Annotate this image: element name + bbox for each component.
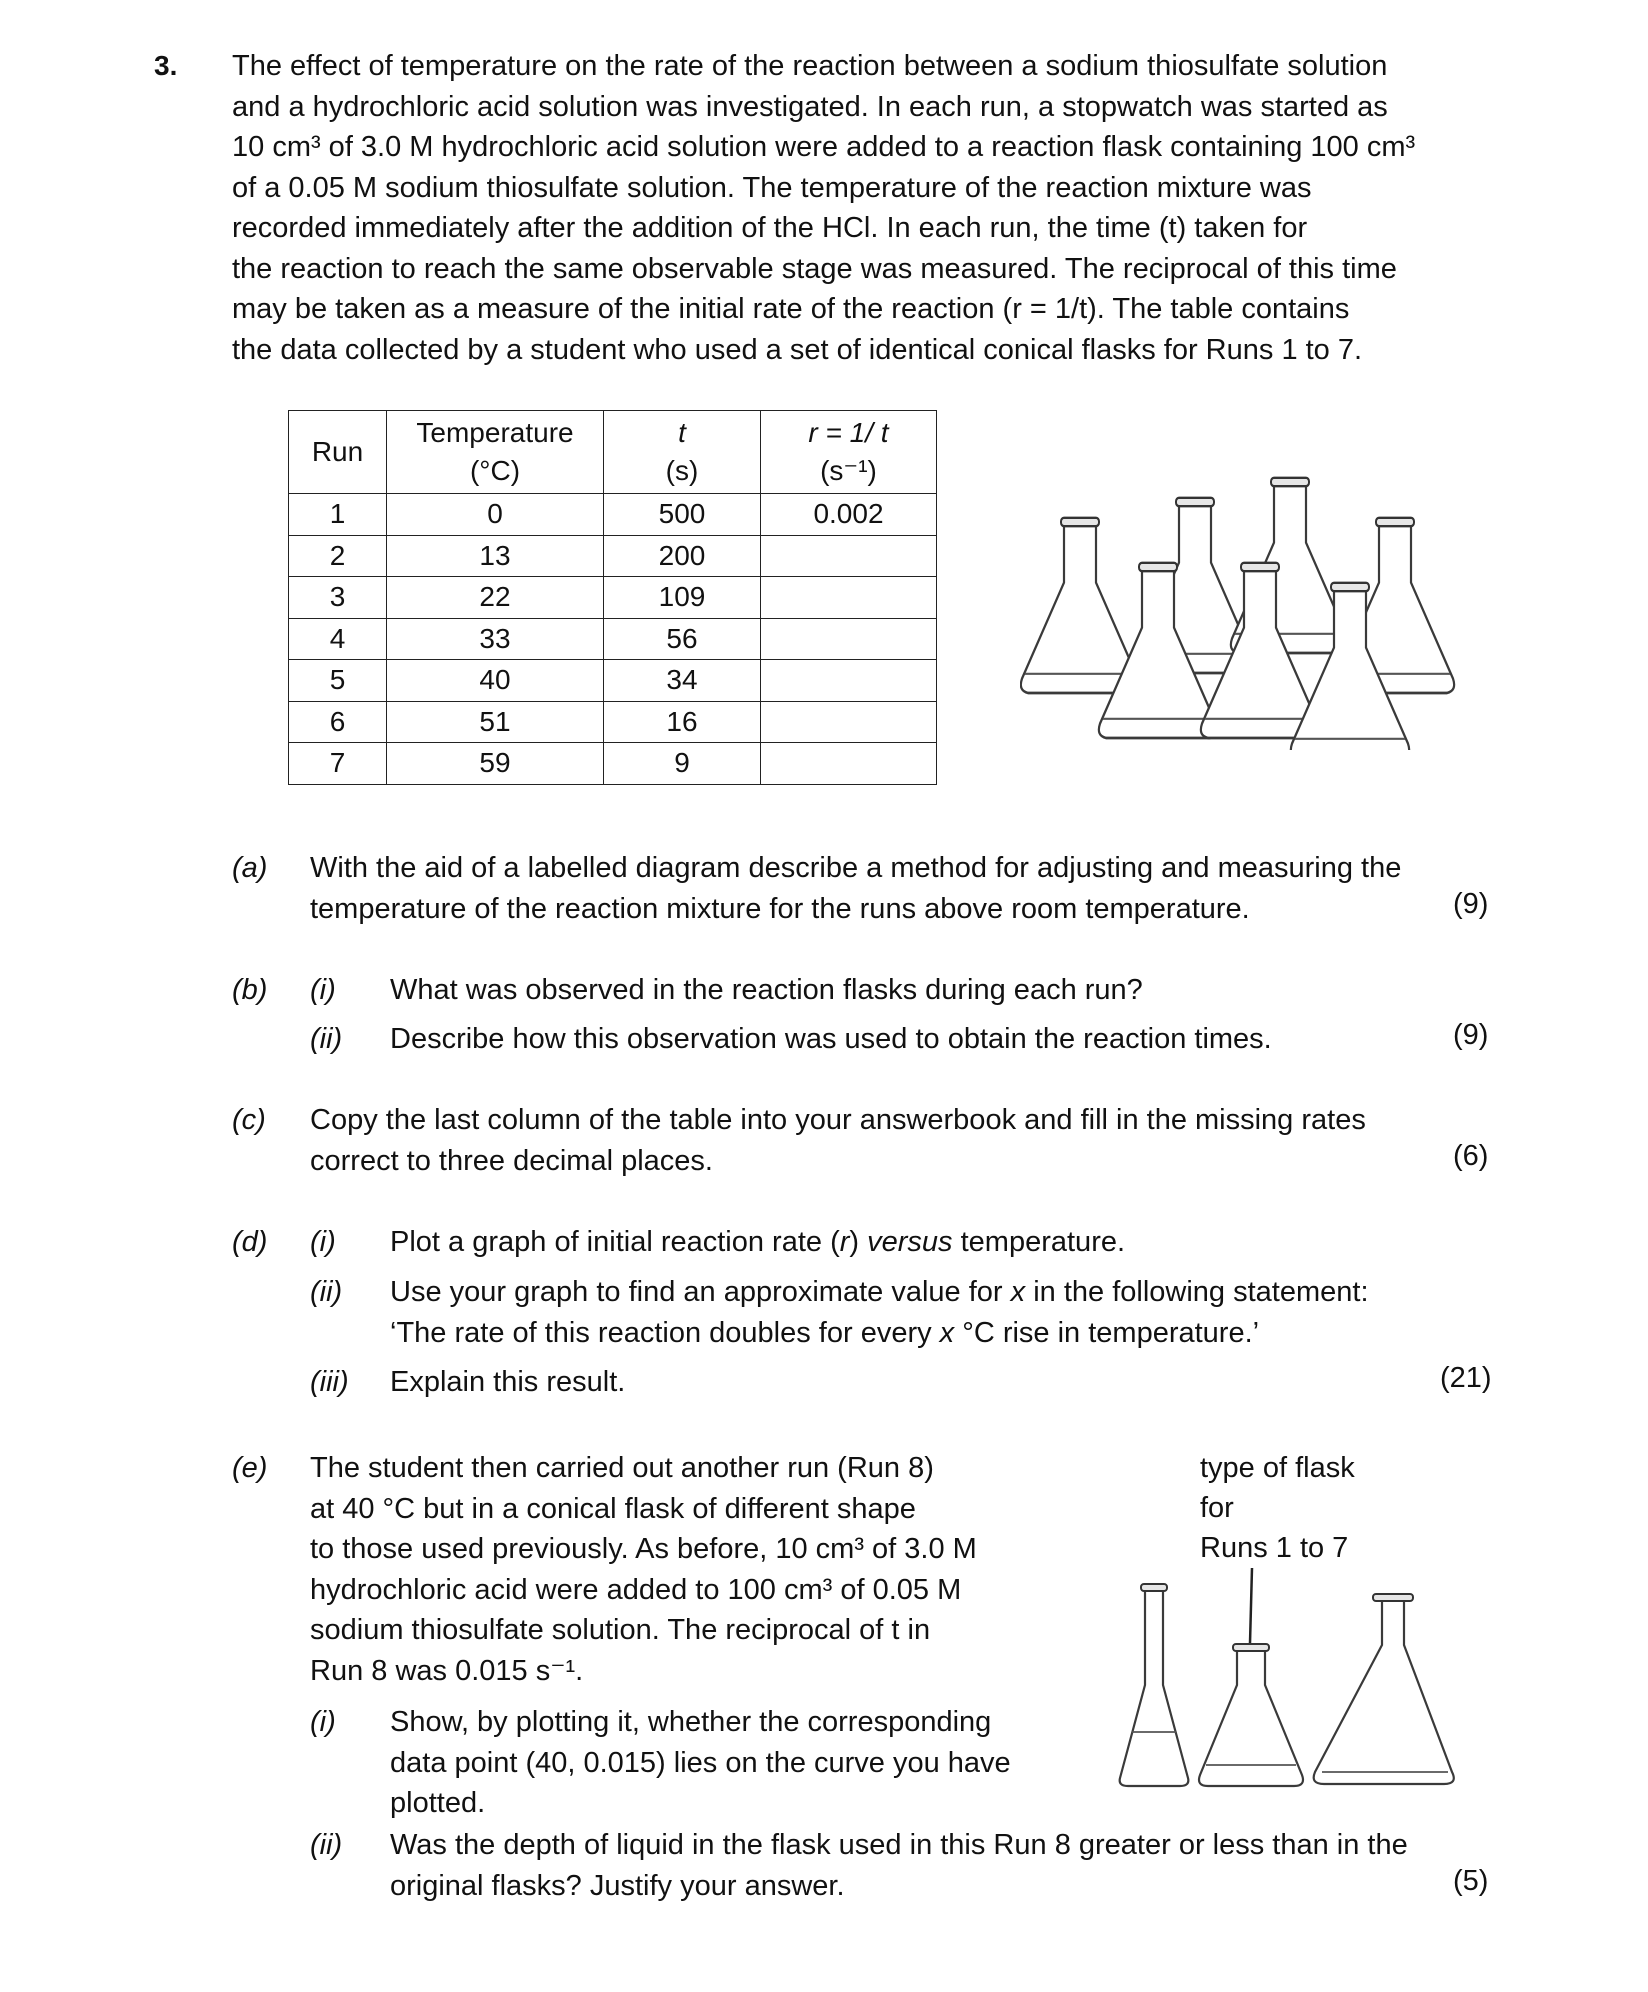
text-run: versus <box>867 1226 953 1258</box>
text-run: Use your graph to find an approximate value for <box>390 1276 1011 1308</box>
table-row <box>289 535 937 577</box>
table-header-row <box>289 411 937 494</box>
flask-caption-line: type of flask <box>1200 1452 1355 1484</box>
part-e-line: sodium thiosulfate solution. The reciprocal of t in <box>310 1614 931 1646</box>
part-d-i-label: (i) <box>310 1226 336 1258</box>
cell-time: 56 <box>604 618 761 660</box>
part-d-label: (d) <box>232 1226 268 1258</box>
cell-rate <box>761 743 937 785</box>
cell-time: 34 <box>604 660 761 702</box>
part-a-line: With the aid of a labelled diagram describe a method for adjusting and measuring the <box>310 852 1402 884</box>
cell-temp: 51 <box>387 701 604 743</box>
cell-run: 7 <box>289 743 387 785</box>
intro-line: The effect of temperature on the rate of the reaction between a sodium thiosulfate solution <box>232 50 1388 82</box>
cell-temp: 13 <box>387 535 604 577</box>
text-run: x <box>1010 1276 1026 1308</box>
cell-rate <box>761 660 937 702</box>
header-rate-line2: (s⁻¹) <box>820 455 877 486</box>
flask-icon <box>1021 518 1139 693</box>
part-b-i-label: (i) <box>310 974 336 1006</box>
part-d-marks: (21) <box>1440 1362 1492 1394</box>
part-d-iii-label: (iii) <box>310 1366 349 1398</box>
part-c-line: Copy the last column of the table into your answerbook and fill in the missing rates <box>310 1104 1366 1136</box>
text-run: ) <box>849 1226 868 1258</box>
text-run: x <box>939 1316 955 1349</box>
cell-rate <box>761 577 937 619</box>
part-e-i-line: data point (40, 0.015) lies on the curve you have <box>390 1746 1011 1779</box>
text-run: in the following statement: <box>1025 1276 1369 1308</box>
part-e-line: to those used previously. As before, 10 cm³ of 3.0 M <box>310 1533 977 1565</box>
part-e-i-line: Show, by plotting it, whether the corresponding <box>390 1706 992 1738</box>
intro-line: may be taken as a measure of the initial rate of the reaction (r = 1/t). The table contains <box>232 293 1350 325</box>
part-e-label: (e) <box>232 1452 268 1484</box>
intro-line: of a 0.05 M sodium thiosulfate solution. The temperature of the reaction mixture was <box>232 171 1312 204</box>
part-d-ii-label: (ii) <box>310 1276 343 1308</box>
part-a-text <box>310 848 1480 929</box>
cell-temp: 0 <box>387 494 604 536</box>
part-e-i-line: plotted. <box>390 1787 486 1819</box>
header-temperature-line2: (°C) <box>469 455 521 486</box>
cell-time: 16 <box>604 701 761 743</box>
part-e-line: at 40 °C but in a conical flask of different shape <box>310 1492 916 1525</box>
header-time-line2: (s) <box>665 455 699 486</box>
caption-pointer-line <box>1250 1568 1252 1643</box>
data-table <box>288 410 937 785</box>
flask-caption-line: Runs 1 to 7 <box>1200 1532 1349 1564</box>
text-run: ‘The rate of this reaction doubles for every <box>390 1316 940 1349</box>
table-row <box>289 618 937 660</box>
header-run-label: Run <box>311 436 364 467</box>
header-time-line1: t <box>678 417 686 448</box>
intro-line: 10 cm³ of 3.0 M hydrochloric acid solution were added to a reaction flask containing 100 cm³ <box>232 131 1416 163</box>
text-run: r <box>839 1226 850 1258</box>
part-a-line: temperature of the reaction mixture for the runs above room temperature. <box>310 892 1250 925</box>
cell-temp: 33 <box>387 618 604 660</box>
cell-rate <box>761 618 937 660</box>
cell-rate <box>761 701 937 743</box>
part-a-label: (a) <box>232 852 268 884</box>
part-e-i-text <box>390 1702 1070 1824</box>
intro-line: the data collected by a student who used a set of identical conical flasks for Runs 1 to 7. <box>232 333 1363 366</box>
part-e-ii-text <box>390 1825 1490 1906</box>
header-time <box>604 411 761 494</box>
part-c-label: (c) <box>232 1104 266 1136</box>
intro-line: and a hydrochloric acid solution was investigated. In each run, a stopwatch was started as <box>232 90 1388 123</box>
table-row <box>289 701 937 743</box>
cell-run: 6 <box>289 701 387 743</box>
part-e-ii-line: Was the depth of liquid in the flask used in this Run 8 greater or less than in the <box>390 1829 1408 1861</box>
header-temperature-line1: Temperature <box>416 417 574 448</box>
flask-caption-line: for <box>1200 1492 1234 1524</box>
part-e-line: The student then carried out another run (Run 8) <box>310 1452 934 1484</box>
part-c-marks: (6) <box>1453 1140 1489 1172</box>
part-d-ii-line <box>390 1272 1490 1313</box>
part-c-line: correct to three decimal places. <box>310 1144 713 1177</box>
table-row <box>289 577 937 619</box>
part-d-ii-line <box>390 1313 1490 1354</box>
part-e-line: Run 8 was 0.015 s⁻¹. <box>310 1654 584 1687</box>
part-e-marks: (5) <box>1453 1865 1489 1897</box>
cell-rate <box>761 535 937 577</box>
cell-time: 200 <box>604 535 761 577</box>
flask-caption <box>1200 1448 1355 1568</box>
cell-run: 1 <box>289 494 387 536</box>
cell-temp: 40 <box>387 660 604 702</box>
part-b-ii-label: (ii) <box>310 1023 343 1055</box>
cell-rate: 0.002 <box>761 494 937 536</box>
part-d-i-text <box>390 1222 1125 1263</box>
intro-line: the reaction to reach the same observable stage was measured. The reciprocal of this time <box>232 252 1397 285</box>
part-d-ii-text <box>390 1272 1490 1353</box>
question-number: 3. <box>154 50 178 81</box>
part-e-ii-label: (ii) <box>310 1829 343 1861</box>
part-e-line: hydrochloric acid were added to 100 cm³ of 0.05 M <box>310 1573 962 1606</box>
part-b-i-text: What was observed in the reaction flasks during each run? <box>390 974 1143 1006</box>
cell-temp: 59 <box>387 743 604 785</box>
part-b-ii-text: Describe how this observation was used to obtain the reaction times. <box>390 1023 1272 1055</box>
question-intro <box>232 46 1502 370</box>
conical-flasks-illustration <box>1020 475 1470 750</box>
part-e-ii-line: original flasks? Justify your answer. <box>390 1869 845 1902</box>
header-temperature <box>387 411 604 494</box>
text-run: Plot a graph of initial reaction rate ( <box>390 1226 840 1258</box>
part-e-text <box>310 1448 1090 1691</box>
cell-run: 3 <box>289 577 387 619</box>
table-row <box>289 660 937 702</box>
part-e-i-label: (i) <box>310 1706 336 1738</box>
part-b-label: (b) <box>232 974 268 1006</box>
header-rate <box>761 411 937 494</box>
text-run: temperature. <box>952 1226 1126 1258</box>
cell-temp: 22 <box>387 577 604 619</box>
intro-line: recorded immediately after the addition of the HCl. In each run, the time (t) taken for <box>232 212 1308 244</box>
cell-run: 5 <box>289 660 387 702</box>
tall-flask-icon <box>1120 1584 1189 1786</box>
part-e-flasks-illustration <box>1100 1560 1480 1800</box>
cell-time: 9 <box>604 743 761 785</box>
header-run <box>289 411 387 494</box>
cell-run: 4 <box>289 618 387 660</box>
table-row <box>289 494 937 536</box>
part-a-marks: (9) <box>1453 888 1489 920</box>
cell-time: 109 <box>604 577 761 619</box>
standard-flask-icon <box>1199 1644 1303 1786</box>
wide-flask-icon <box>1314 1594 1454 1784</box>
cell-time: 500 <box>604 494 761 536</box>
part-c-text <box>310 1100 1450 1181</box>
header-rate-line1: r = 1/ t <box>808 417 889 448</box>
part-d-iii-text: Explain this result. <box>390 1366 626 1398</box>
table-row <box>289 743 937 785</box>
cell-run: 2 <box>289 535 387 577</box>
part-b-marks: (9) <box>1453 1019 1489 1051</box>
text-run: °C rise in temperature.’ <box>954 1316 1260 1349</box>
